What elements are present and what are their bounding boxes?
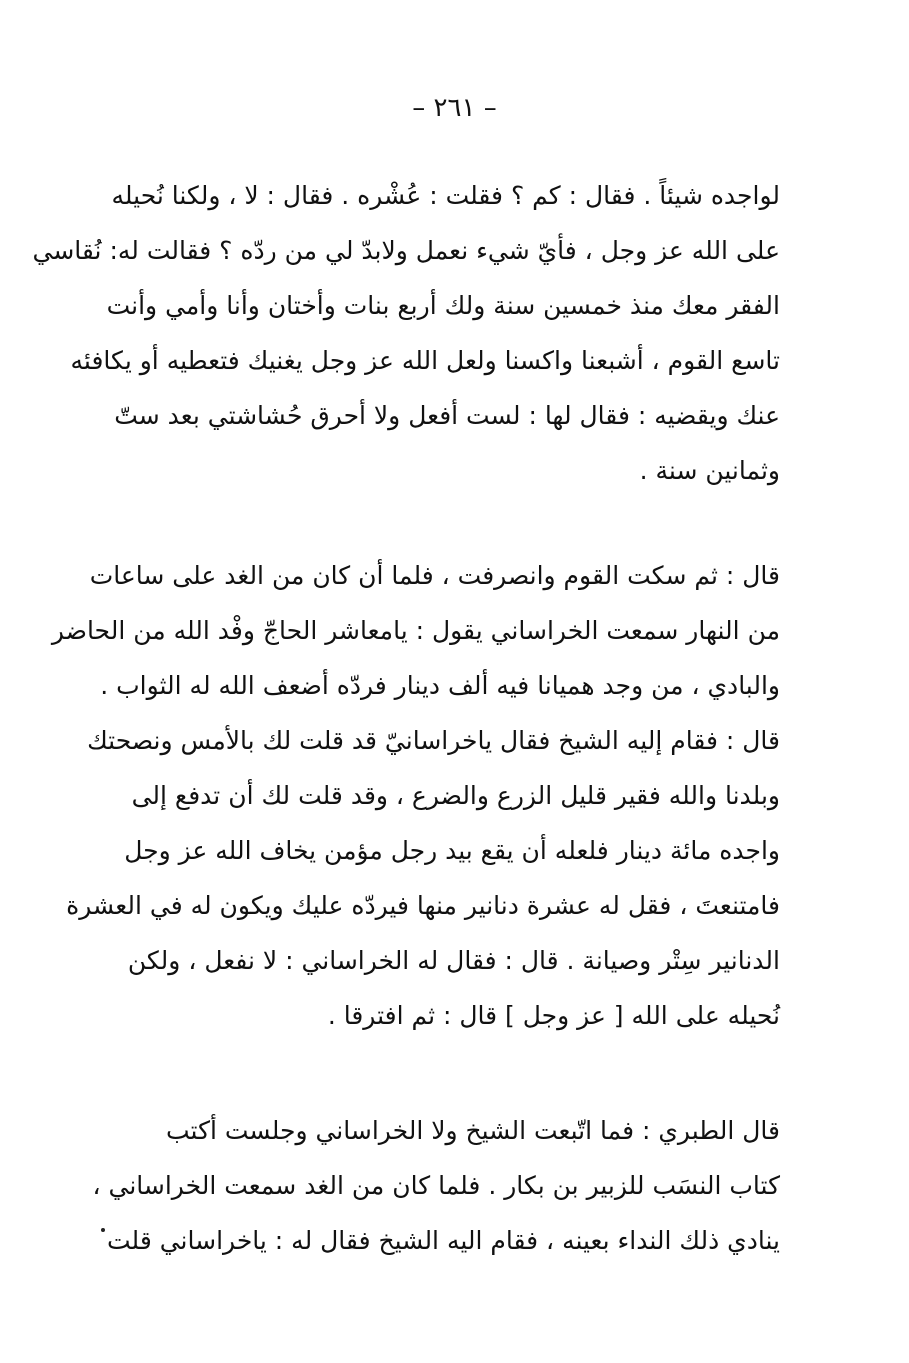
text-line: كتاب النسَب للزبير بن بكار . فلما كان من الغد سمعت الخراساني ، — [92, 1171, 780, 1200]
text-line: الفقر معك منذ خمسين سنة ولك أربع بنات وأختان وأنا وأمي وأنت — [106, 291, 780, 320]
text-line: عنك ويقضيه : فقال لها : لست أفعل ولا أحرق حُشاشتي بعد ستّ — [114, 401, 780, 430]
text-line: وبلدنا والله فقير قليل الزرع والضرع ، وقد قلت لك أن تدفع إلى — [131, 781, 780, 810]
paragraph-2 — [51, 548, 780, 1043]
text-line: تاسع القوم ، أشبعنا واكسنا ولعل الله عز وجل يغنيك فتعطيه أو يكافئه — [70, 346, 780, 375]
ink-speck — [101, 1228, 105, 1232]
text-line: من النهار سمعت الخراساني يقول : يامعاشر الحاجّ وفْد الله من الحاضر — [51, 616, 780, 645]
text-line: فامتنعتَ ، فقل له عشرة دنانير منها فيردّه عليك ويكون له في العشرة — [66, 891, 780, 920]
text-line: ينادي ذلك النداء بعينه ، فقام اليه الشيخ فقال له : ياخراساني قلت — [107, 1226, 780, 1255]
text-line: الدنانير سِتْر وصيانة . قال : فقال له الخراساني : لا نفعل ، ولكن — [127, 946, 780, 975]
paragraph-1 — [32, 168, 780, 498]
text-line: وثمانين سنة . — [639, 456, 780, 485]
text-line: لواجده شيئاً . فقال : كم ؟ فقلت : عُشْره . فقال : لا ، ولكنا نُحيله — [111, 181, 780, 210]
text-line: على الله عز وجل ، فأيّ شيء نعمل ولابدّ لي من ردّه ؟ فقالت له: نُقاسي — [32, 236, 780, 265]
page-number: – ٢٦١ – — [412, 93, 497, 123]
text-line: قال الطبري : فما اتّبعت الشيخ ولا الخراساني وجلست أكتب — [165, 1116, 780, 1145]
text-line: قال : فقام إليه الشيخ فقال ياخراسانيّ قد قلت لك بالأمس ونصحتك — [87, 726, 780, 755]
text-line: واجده مائة دينار فلعله أن يقع بيد رجل مؤمن يخاف الله عز وجل — [124, 836, 780, 865]
text-line: قال : ثم سكت القوم وانصرفت ، فلما أن كان من الغد على ساعات — [89, 561, 780, 590]
text-line: والبادي ، من وجد هميانا فيه ألف دينار فردّه أضعف الله له الثواب . — [100, 671, 780, 700]
paragraph-3 — [92, 1103, 780, 1268]
text-line: نُحيله على الله [ عز وجل ] قال : ثم افترقا . — [327, 1001, 780, 1030]
